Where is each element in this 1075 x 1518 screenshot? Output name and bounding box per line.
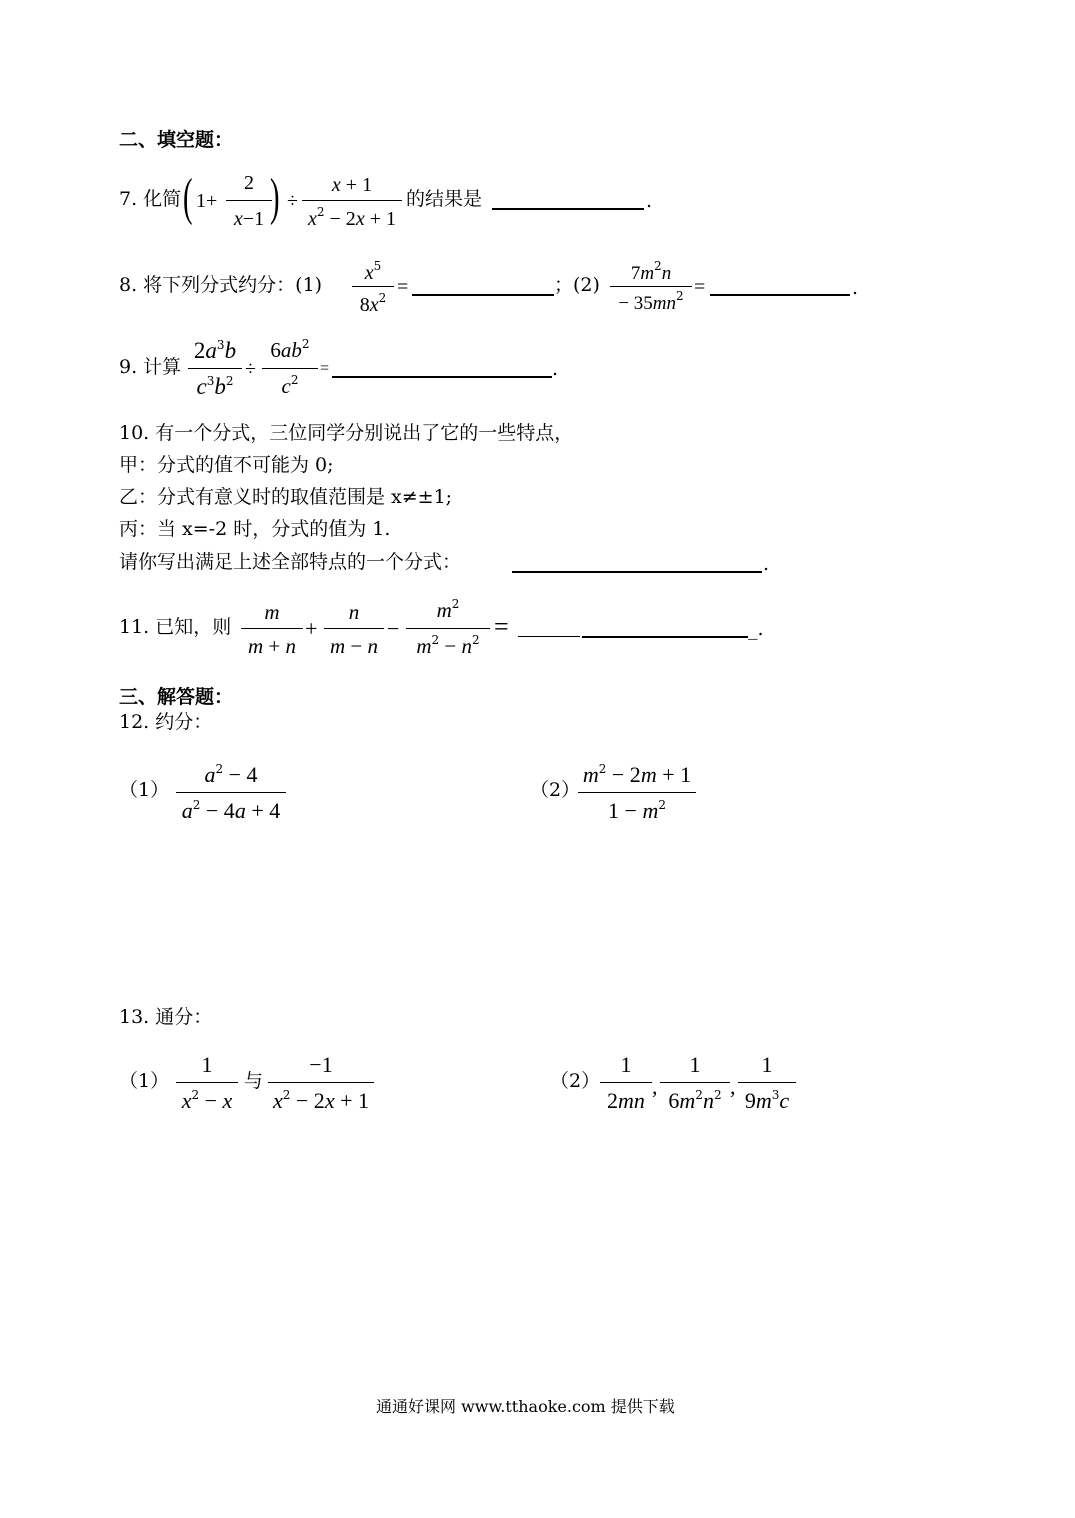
q9-fraction-b: $6ab^2$ $c^2$: [262, 336, 318, 400]
q10-answer-blank: [512, 571, 762, 573]
q11-end: _.: [748, 618, 764, 640]
q11-plus: +: [305, 616, 318, 641]
q8-answer-blank-1: [412, 294, 554, 296]
q13-part-1-label: （1）: [119, 1070, 170, 1092]
q8-end: .: [852, 277, 859, 299]
q13-and: 与: [244, 1070, 264, 1092]
q13-fraction-2a: 1 2mn: [600, 1050, 652, 1116]
q8-equals-1: =: [397, 276, 409, 298]
q10-intro: 10. 有一个分式，三位同学分别说出了它的一些特点，: [119, 422, 574, 444]
q10-jia: 甲：分式的值不可能为 0;: [119, 454, 334, 476]
q7-left-paren: (: [183, 169, 193, 226]
q11-fraction-3: $m^2$ $m^2 - n^2$: [406, 596, 490, 660]
q12-fraction-1: $a^2 - 4$ $a^2 - 4a + 4$: [176, 760, 286, 826]
q7-fraction-a: 2 x−1: [226, 170, 272, 230]
q13-comma-2: ,: [730, 1074, 736, 1099]
q7-prefix: 7. 化简: [119, 188, 182, 210]
q7-right-paren: ): [270, 169, 280, 226]
q13-fraction-1a: 1 $x^2 - x$: [176, 1050, 238, 1116]
q9-prefix: 9. 计算: [119, 356, 182, 378]
q8-fraction-1: $x^5$ $8x^2$: [352, 256, 394, 318]
q7-answer-blank: [492, 208, 644, 210]
q7-suffix: 的结果是: [406, 188, 483, 210]
q9-equals: =: [320, 360, 330, 377]
q11-equals: =: [494, 612, 509, 641]
section-3-title: 三、解答题：: [119, 686, 234, 708]
q11-minus: −: [387, 616, 400, 641]
q13-fraction-2b: 1 $6m^2n^2$: [660, 1050, 730, 1116]
section-2-title: 二、填空题：: [119, 129, 234, 151]
q12-title: 12. 约分：: [119, 711, 213, 733]
q11-prefix: 11. 已知，则: [119, 616, 232, 638]
q10-bing: 丙：当 x=-2 时，分式的值为 1.: [119, 518, 391, 540]
q7-end: .: [646, 190, 653, 212]
q13-fraction-1b: −1 $x^2 - 2x + 1$: [268, 1050, 374, 1116]
q11-answer-blank-a: [518, 636, 580, 637]
footer-text: 通通好课网 www.tthaoke.com 提供下载: [376, 1397, 675, 1416]
q7-one-plus: 1+: [196, 190, 218, 212]
q8-fraction-2: $7m^2n$ − $35mn^2$: [610, 258, 692, 318]
q8-prefix: 8. 将下列分式约分：(1): [119, 274, 323, 296]
q11-answer-blank-b: [582, 636, 748, 638]
q9-answer-blank: [332, 376, 552, 378]
q13-title: 13. 通分：: [119, 1006, 213, 1028]
q11-fraction-2: n m − n: [324, 596, 384, 660]
q10-yi: 乙：分式有意义时的取值范围是 x≠±1;: [119, 486, 453, 508]
q9-fraction-a: $2a^3b$ $c^3b^2$: [188, 336, 242, 400]
q8-separator: ；(2): [554, 274, 600, 296]
q12-part-1-label: （1）: [119, 779, 170, 801]
q10-end: .: [763, 553, 770, 575]
q10-ask: 请你写出满足上述全部特点的一个分式：: [119, 551, 462, 573]
q13-part-2-label: （2）: [550, 1070, 601, 1092]
q13-fraction-2c: 1 $9m^3c$: [738, 1050, 796, 1116]
q9-end: .: [552, 358, 559, 380]
q7-fraction-b: x + 1 $x^2 - 2x + 1$: [302, 170, 402, 230]
q8-equals-2: =: [694, 276, 706, 298]
q12-part-2-label: （2）: [530, 779, 581, 801]
q13-comma-1: ,: [652, 1074, 658, 1099]
q7-divide: ÷: [287, 190, 298, 212]
q8-answer-blank-2: [710, 294, 850, 296]
q9-divide: ÷: [245, 358, 256, 380]
q11-fraction-1: m m + n: [241, 596, 303, 660]
q12-fraction-2: $m^2 - 2m + 1$ $1 - m^2$: [578, 760, 696, 826]
